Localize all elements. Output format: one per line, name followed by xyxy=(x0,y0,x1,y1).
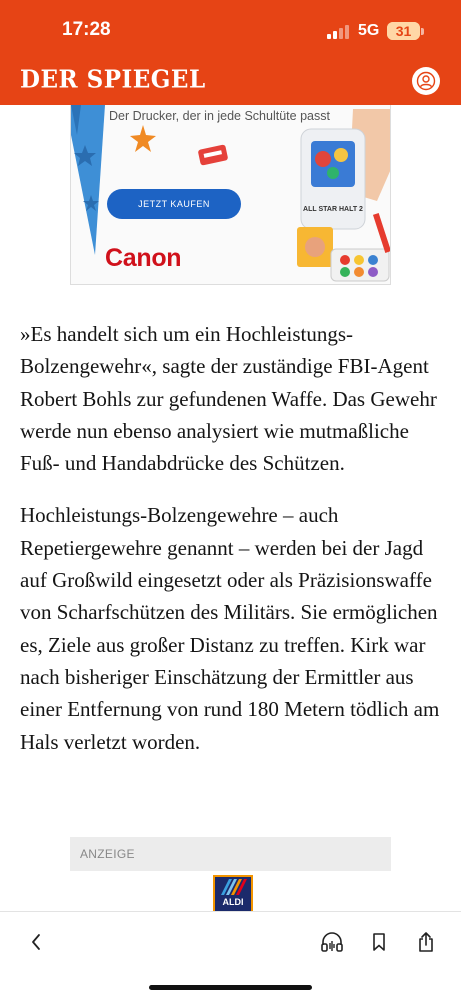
share-button[interactable] xyxy=(412,928,440,956)
article-paragraph: Hochleistungs-Bolzengewehre – auch Repetiergewehre genannt – werden bei der Jagd auf Großwild eingesetzt oder als Präzisionswaffe von Scharfschützen des Militärs. Sie ermöglichen es, Ziele aus großer Distanz zu treffen. Kirk war nach bisheriger Einschätzung der Ermittler aus einer Entfernung von rund 180 Metern tödlich am Hals verletzt worden. xyxy=(20,503,440,754)
printer-product-image xyxy=(291,109,391,285)
headphones-icon xyxy=(320,931,344,953)
battery-icon xyxy=(387,22,420,40)
site-logo[interactable]: DER SPIEGEL xyxy=(20,65,206,94)
person-icon xyxy=(416,71,436,91)
bookmark-button[interactable] xyxy=(365,928,393,956)
article-body xyxy=(20,318,445,778)
home-indicator[interactable] xyxy=(149,985,312,990)
canon-advertisement[interactable] xyxy=(70,105,391,285)
share-icon xyxy=(417,931,435,953)
article-paragraph: »Es handelt sich um ein Hochleistungs-Bolzengewehr«, sagte der zuständige FBI-Agent Robert Bohls zur gefundenen Waffe. Das Gewehr werde nun ebenso analysiert wie mutmaßliche Fuß- und Handabdrücke des Schützen. xyxy=(20,322,437,476)
ad-tagline: Der Drucker, der in jede Schultüte passt xyxy=(109,109,330,123)
buy-now-button[interactable]: JETZT KAUFEN xyxy=(107,189,241,219)
chevron-left-icon xyxy=(29,932,43,952)
aldi-logo-text: ALDI xyxy=(222,897,244,907)
aldi-logo-icon xyxy=(215,877,251,897)
battery-level: 31 xyxy=(395,23,412,39)
ad-label: ANZEIGE xyxy=(80,847,135,861)
bookmark-icon xyxy=(371,932,387,952)
aldi-advertisement[interactable] xyxy=(213,875,253,911)
back-button[interactable] xyxy=(22,928,50,956)
product-box-text: ALL STAR HALT 2 xyxy=(303,206,363,213)
cellular-signal-icon xyxy=(327,25,353,39)
battery-nub xyxy=(421,28,424,35)
network-type: 5G xyxy=(358,22,380,39)
canon-logo: Canon xyxy=(105,244,182,272)
listen-button[interactable] xyxy=(318,928,346,956)
ad-label-box xyxy=(70,837,391,871)
status-time: 17:28 xyxy=(62,19,111,40)
account-button[interactable] xyxy=(412,67,440,95)
